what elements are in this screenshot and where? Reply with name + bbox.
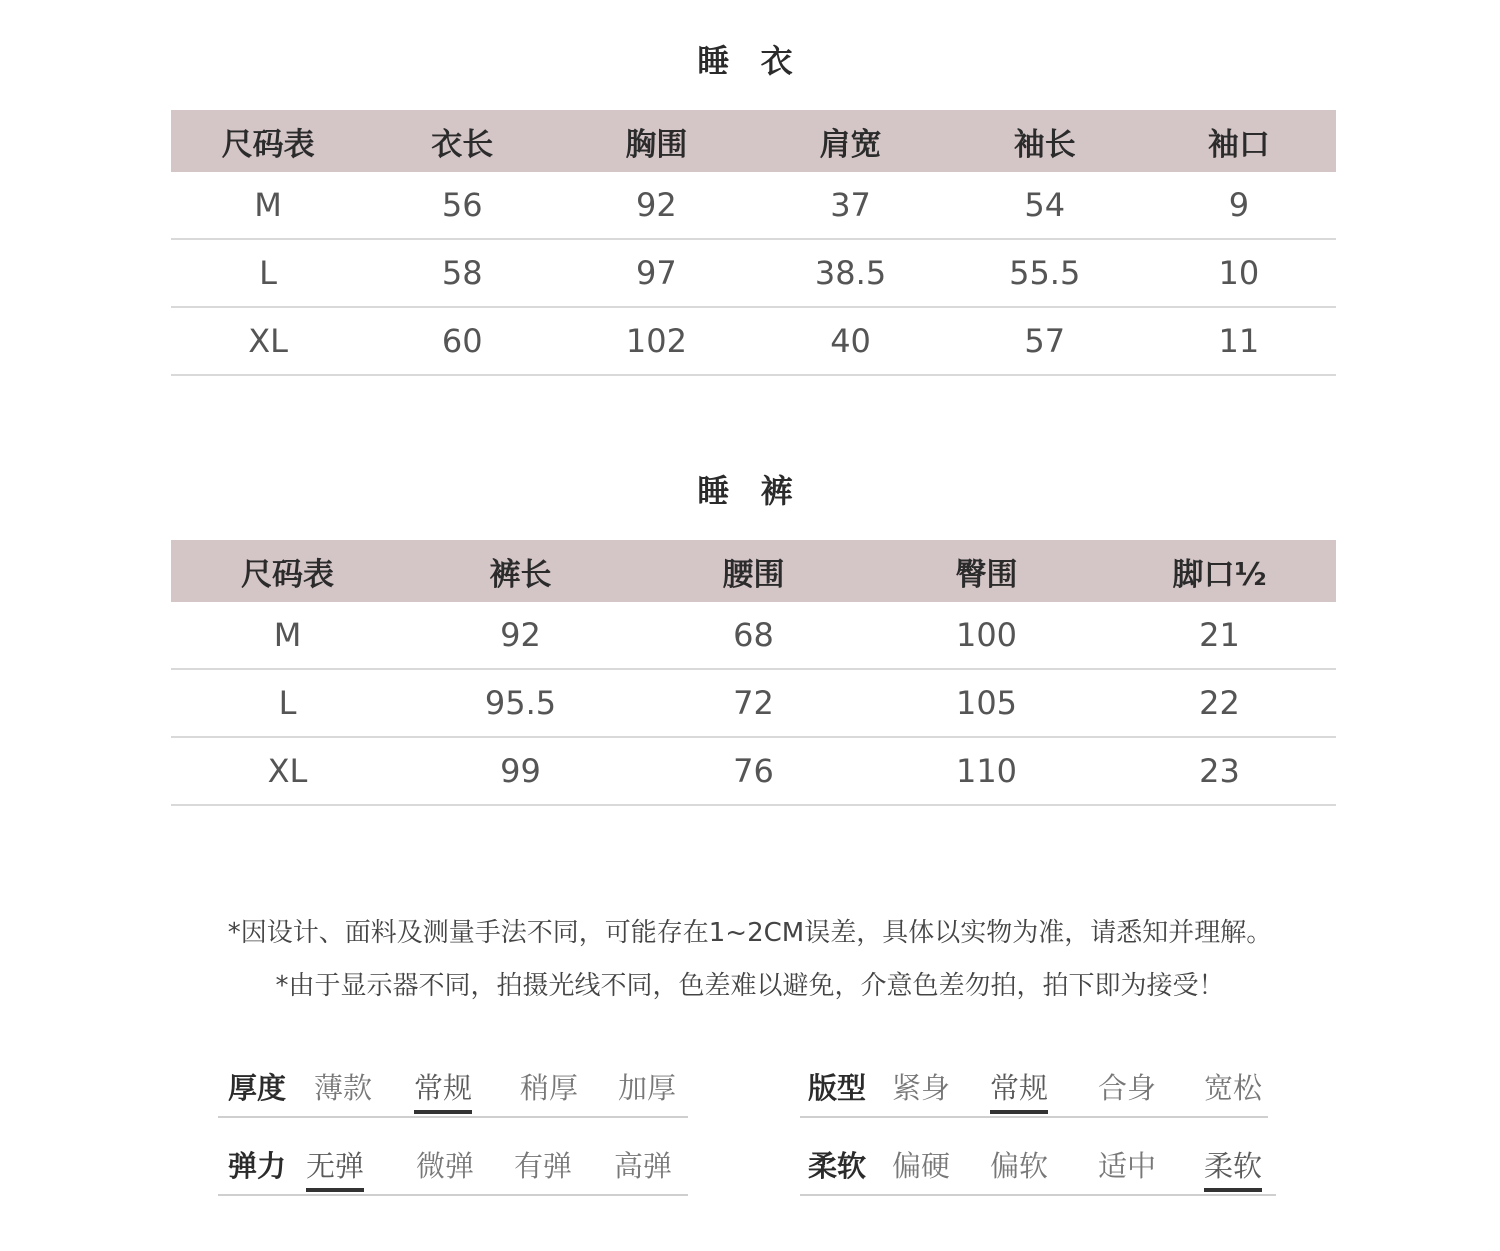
attr-fit-option-selected: 常规 [990,1066,1048,1114]
header-cell: 裤长 [404,540,637,602]
header-cell: 尺码表 [171,110,365,172]
header-cell: 袖长 [948,110,1142,172]
table-cell: 11 [1142,307,1336,375]
attr-thickness-option: 薄款 [314,1071,373,1105]
table-row [171,602,1336,669]
attr-elasticity-option: 高弹 [614,1149,673,1183]
table-cell: 95.5 [404,669,637,737]
table-header-row [171,540,1336,602]
attr-thickness-option-selected: 常规 [414,1066,472,1114]
pajama-pants-title: 睡 裤 [697,472,803,510]
header-cell: 袖口 [1142,110,1336,172]
header-cell: 臀围 [870,540,1103,602]
attr-softness-label: 柔软 [808,1149,867,1183]
table-row [171,239,1336,307]
table-cell: 99 [404,737,637,805]
table-cell: 100 [870,602,1103,669]
table-header-row [171,110,1336,172]
header-cell: 尺码表 [171,540,404,602]
attr-elasticity [218,1140,688,1196]
table-row [171,172,1336,239]
table-cell: 10 [1142,239,1336,307]
table-cell: 21 [1103,602,1336,669]
table-cell: 92 [559,172,753,239]
attr-fit-label: 版型 [808,1071,867,1105]
attr-softness-option-selected: 柔软 [1204,1144,1262,1192]
attr-softness [800,1140,1276,1196]
color-note: *由于显示器不同，拍摄光线不同，色差难以避免，介意色差勿拍，拍下即为接受！ [275,971,1225,1001]
table-cell: 56 [365,172,559,239]
pajama-pants-size-table [171,540,1336,806]
table-cell: 92 [404,602,637,669]
table-cell: 68 [637,602,870,669]
header-cell: 肩宽 [753,110,947,172]
attr-thickness-option: 稍厚 [520,1071,579,1105]
table-cell: 38.5 [753,239,947,307]
attr-fit-option: 宽松 [1204,1071,1263,1105]
attr-fit-option: 紧身 [892,1071,951,1105]
measurement-note: *因设计、面料及测量手法不同，可能存在1~2CM误差，具体以实物为准，请悉知并理解。 [227,918,1273,948]
table-cell: 60 [365,307,559,375]
attr-softness-option: 适中 [1098,1149,1157,1183]
table-cell: 9 [1142,172,1336,239]
attr-elasticity-option-selected: 无弹 [306,1144,364,1192]
attr-elasticity-option: 微弹 [416,1149,475,1183]
attr-softness-option: 偏软 [990,1149,1049,1183]
pajama-top-size-table [171,110,1336,376]
table-cell: 23 [1103,737,1336,805]
attr-elasticity-label: 弹力 [228,1149,287,1183]
table-cell: 58 [365,239,559,307]
attr-fit-option: 合身 [1098,1071,1157,1105]
table-cell: 57 [948,307,1142,375]
table-cell: 40 [753,307,947,375]
table-cell: M [171,172,365,239]
table-cell: XL [171,737,404,805]
header-cell: 腰围 [637,540,870,602]
table-cell: 54 [948,172,1142,239]
table-cell: 72 [637,669,870,737]
table-cell: 105 [870,669,1103,737]
attr-softness-option: 偏硬 [892,1149,951,1183]
attr-fit [800,1062,1268,1118]
table-cell: 55.5 [948,239,1142,307]
table-cell: L [171,239,365,307]
table-cell: 97 [559,239,753,307]
table-cell: M [171,602,404,669]
table-row [171,737,1336,805]
pajama-top-title: 睡 衣 [697,42,803,80]
table-row [171,669,1336,737]
header-cell: 胸围 [559,110,753,172]
attr-elasticity-option: 有弹 [514,1149,573,1183]
table-cell: 76 [637,737,870,805]
attr-thickness [218,1062,688,1118]
table-cell: 22 [1103,669,1336,737]
table-cell: XL [171,307,365,375]
attr-thickness-option: 加厚 [618,1071,677,1105]
table-cell: 37 [753,172,947,239]
table-cell: 110 [870,737,1103,805]
attr-thickness-label: 厚度 [228,1071,287,1105]
table-cell: L [171,669,404,737]
header-cell: 脚口½ [1103,540,1336,602]
header-cell: 衣长 [365,110,559,172]
table-row [171,307,1336,375]
table-cell: 102 [559,307,753,375]
